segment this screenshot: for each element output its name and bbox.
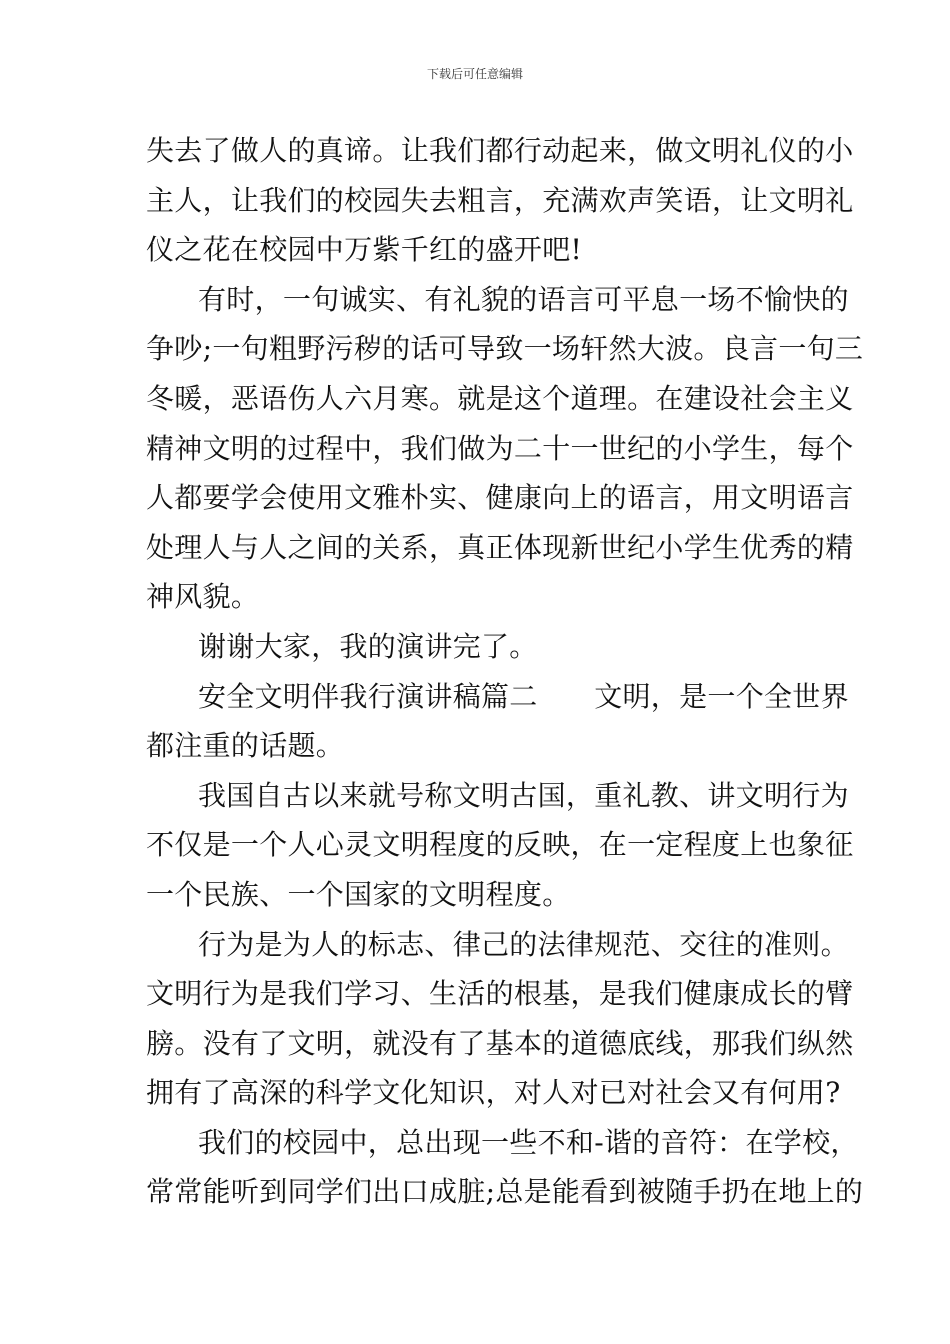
text-line: 膀。没有了文明，就没有了基本的道德底线，那我们纵然 bbox=[146, 1026, 854, 1060]
text-line: 文明行为是我们学习、生活的根基，是我们健康成长的臂 bbox=[146, 977, 854, 1011]
text-line: 处理人与人之间的关系，真正体现新世纪小学生优秀的精 bbox=[146, 530, 854, 564]
page-header: 下载后可任意编辑 bbox=[426, 67, 523, 81]
text-line: 精神文明的过程中，我们做为二十一世纪的小学生，每个 bbox=[146, 431, 854, 465]
paragraph-start-line: 安全文明伴我行演讲稿篇二 文明，是一个全世界 bbox=[198, 679, 849, 713]
text-line: 冬暖，恶语伤人六月寒。就是这个道理。在建设社会主义 bbox=[146, 381, 854, 415]
text-line: 都注重的话题。 bbox=[146, 729, 345, 763]
text-line: 拥有了高深的科学文化知识，对人对已对社会又有何用? bbox=[146, 1076, 841, 1110]
text-line: 失去了做人的真谛。让我们都行动起来，做文明礼仪的小 bbox=[146, 134, 854, 167]
text-line: 争吵;一句粗野污秽的话可导致一场轩然大波。良言一句三 bbox=[146, 332, 864, 366]
text-line: 常常能听到同学们出口成脏;总是能看到被随手扔在地上的 bbox=[146, 1175, 864, 1209]
body-text bbox=[146, 126, 864, 1217]
paragraph-start-line: 行为是为人的标志、律己的法律规范、交往的准则。 bbox=[198, 927, 849, 961]
text-line: 神风貌。 bbox=[146, 580, 260, 614]
paragraph-start-line: 谢谢大家，我的演讲完了。 bbox=[198, 629, 538, 663]
text-line: 不仅是一个人心灵文明程度的反映，在一定程度上也象征 bbox=[146, 828, 854, 862]
text-line: 仪之花在校园中万紫千红的盛开吧! bbox=[146, 233, 583, 267]
paragraph-start-line: 我们的校园中，总出现一些不和-谐的音符：在学校， bbox=[198, 1125, 859, 1159]
text-line: 人都要学会使用文雅朴实、健康向上的语言，用文明语言 bbox=[146, 481, 854, 515]
paragraph-start-line: 有时，一句诚实、有礼貌的语言可平息一场不愉快的 bbox=[198, 282, 849, 316]
paragraph-start-line: 我国自古以来就号称文明古国，重礼教、讲文明行为 bbox=[198, 778, 849, 812]
text-line: 一个民族、一个国家的文明程度。 bbox=[146, 877, 571, 911]
text-line: 主人，让我们的校园失去粗言，充满欢声笑语，让文明礼 bbox=[146, 183, 854, 217]
